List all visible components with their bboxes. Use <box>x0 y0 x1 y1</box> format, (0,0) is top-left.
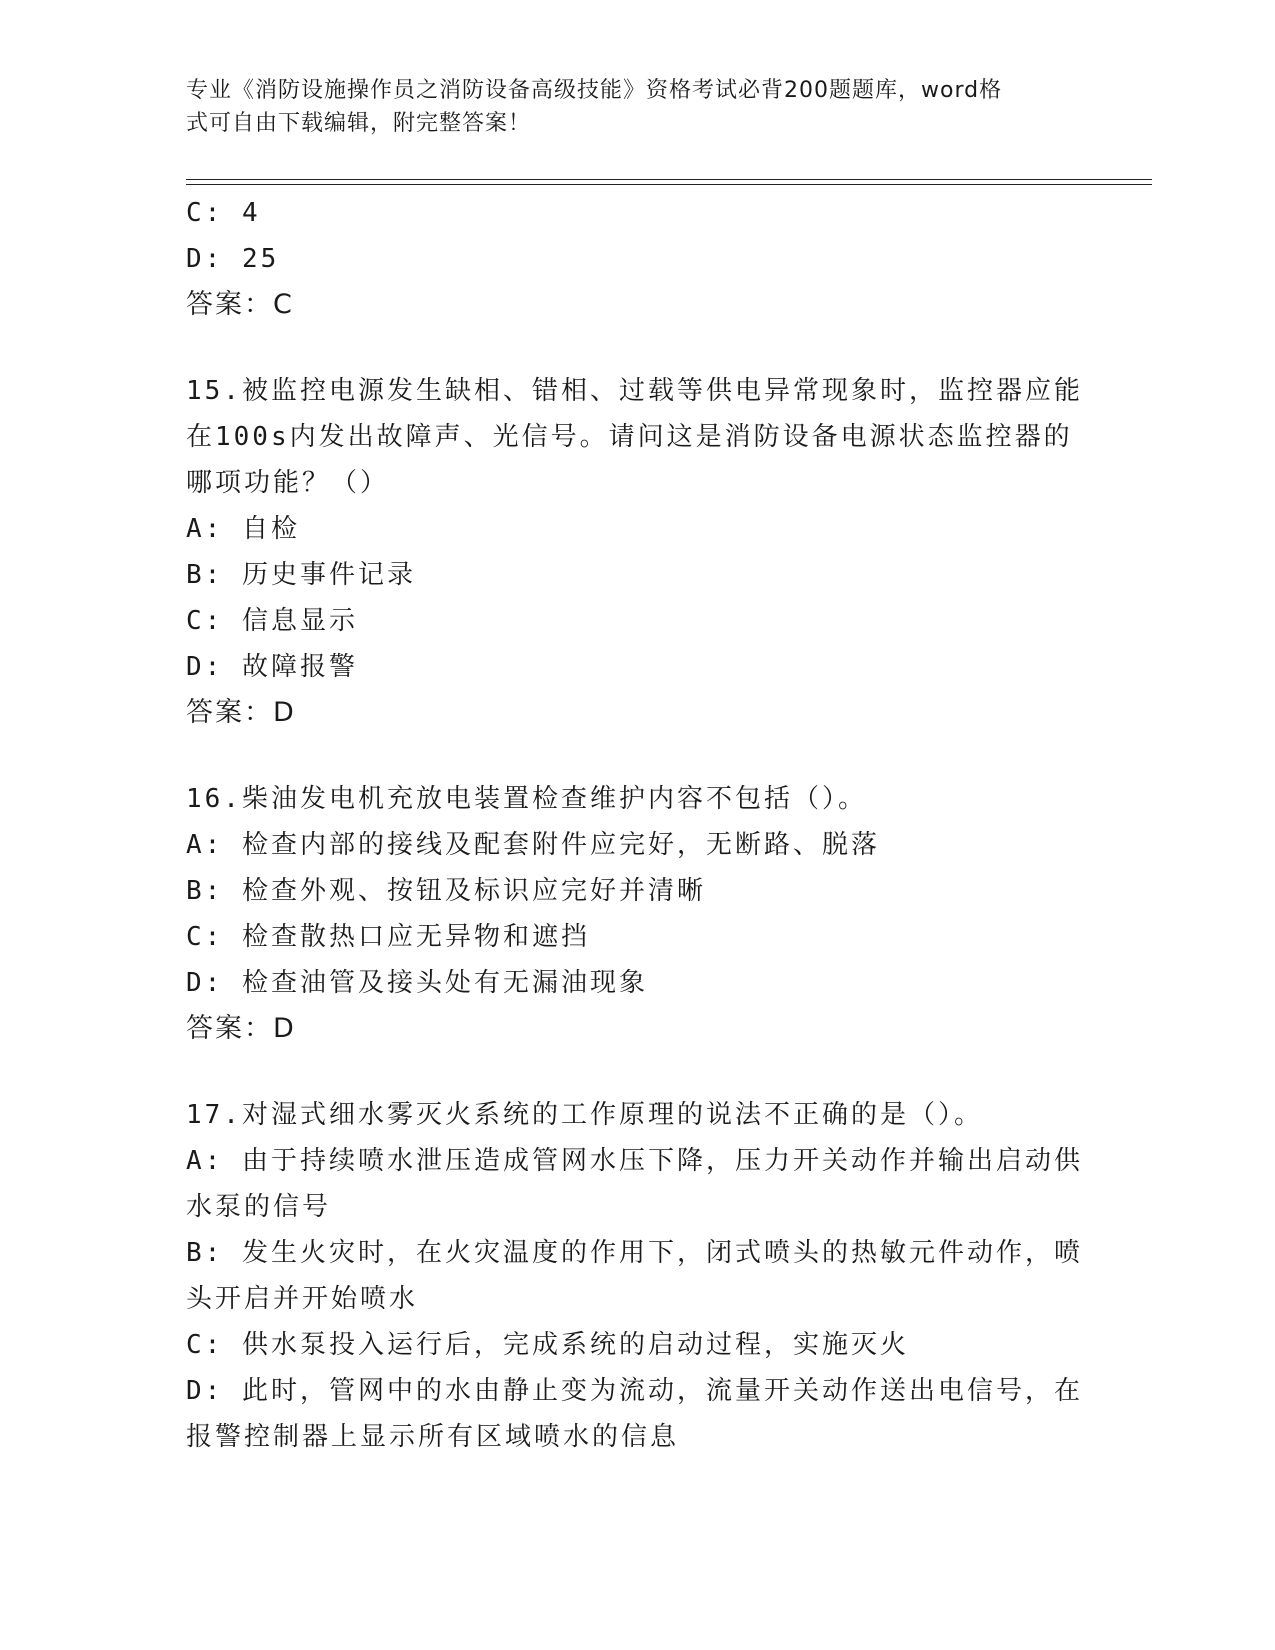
question-17 <box>186 1092 1086 1460</box>
question-text-line: 哪项功能？（） <box>186 468 390 498</box>
option-b: B: 检查外观、按钮及标识应完好并清晰 <box>186 876 706 906</box>
option-b: B: 历史事件记录 <box>186 560 416 590</box>
option-d: D: 检查油管及接头处有无漏油现象 <box>186 968 648 998</box>
option-a: A: 检查内部的接线及配套附件应完好，无断路、脱落 <box>186 830 880 860</box>
option-d: D: 此时，管网中的水由静止变为流动，流量开关动作送出电信号，在 <box>186 1376 1083 1406</box>
option-d: D: 25 <box>186 244 280 274</box>
question-text-line: 17.对湿式细水雾灭火系统的工作原理的说法不正确的是（）。 <box>186 1100 983 1130</box>
header-divider-top <box>186 179 1152 180</box>
question-16 <box>186 776 1086 1052</box>
question-text-line: 15.被监控电源发生缺相、错相、过载等供电异常现象时，监控器应能 <box>186 376 1083 406</box>
header-title-line-1: 专业《消防设施操作员之消防设备高级技能》资格考试必背200题题库，word格 <box>186 78 1003 103</box>
answer: 答案：D <box>186 1013 296 1044</box>
option-a: A: 自检 <box>186 514 300 544</box>
option-c: C: 供水泵投入运行后，完成系统的启动过程，实施灭火 <box>186 1330 909 1360</box>
option-d: D: 故障报警 <box>186 652 358 682</box>
option-c: C: 信息显示 <box>186 606 358 636</box>
question-15 <box>186 368 1086 736</box>
question-text-line: 16.柴油发电机充放电装置检查维护内容不包括（）。 <box>186 784 867 814</box>
option-b: B: 发生火灾时，在火灾温度的作用下，闭式喷头的热敏元件动作，喷 <box>186 1238 1083 1268</box>
document-body <box>186 190 1086 1460</box>
option-c: C: 检查散热口应无异物和遮挡 <box>186 922 590 952</box>
option-c: C: 4 <box>186 198 261 228</box>
option-a-continued: 水泵的信号 <box>186 1192 332 1222</box>
document-header <box>186 74 1066 140</box>
answer: 答案：C <box>186 289 294 320</box>
previous-question-tail <box>186 190 1086 328</box>
header-title-line-2: 式可自由下载编辑，附完整答案！ <box>186 111 532 136</box>
option-a: A: 由于持续喷水泄压造成管网水压下降，压力开关动作并输出启动供 <box>186 1146 1083 1176</box>
header-divider-bottom <box>186 184 1152 185</box>
option-b-continued: 头开启并开始喷水 <box>186 1284 419 1314</box>
answer: 答案：D <box>186 697 296 728</box>
question-text-line: 在100s内发出故障声、光信号。请问这是消防设备电源状态监控器的 <box>186 422 1073 452</box>
option-d-continued: 报警控制器上显示所有区域喷水的信息 <box>186 1422 680 1452</box>
